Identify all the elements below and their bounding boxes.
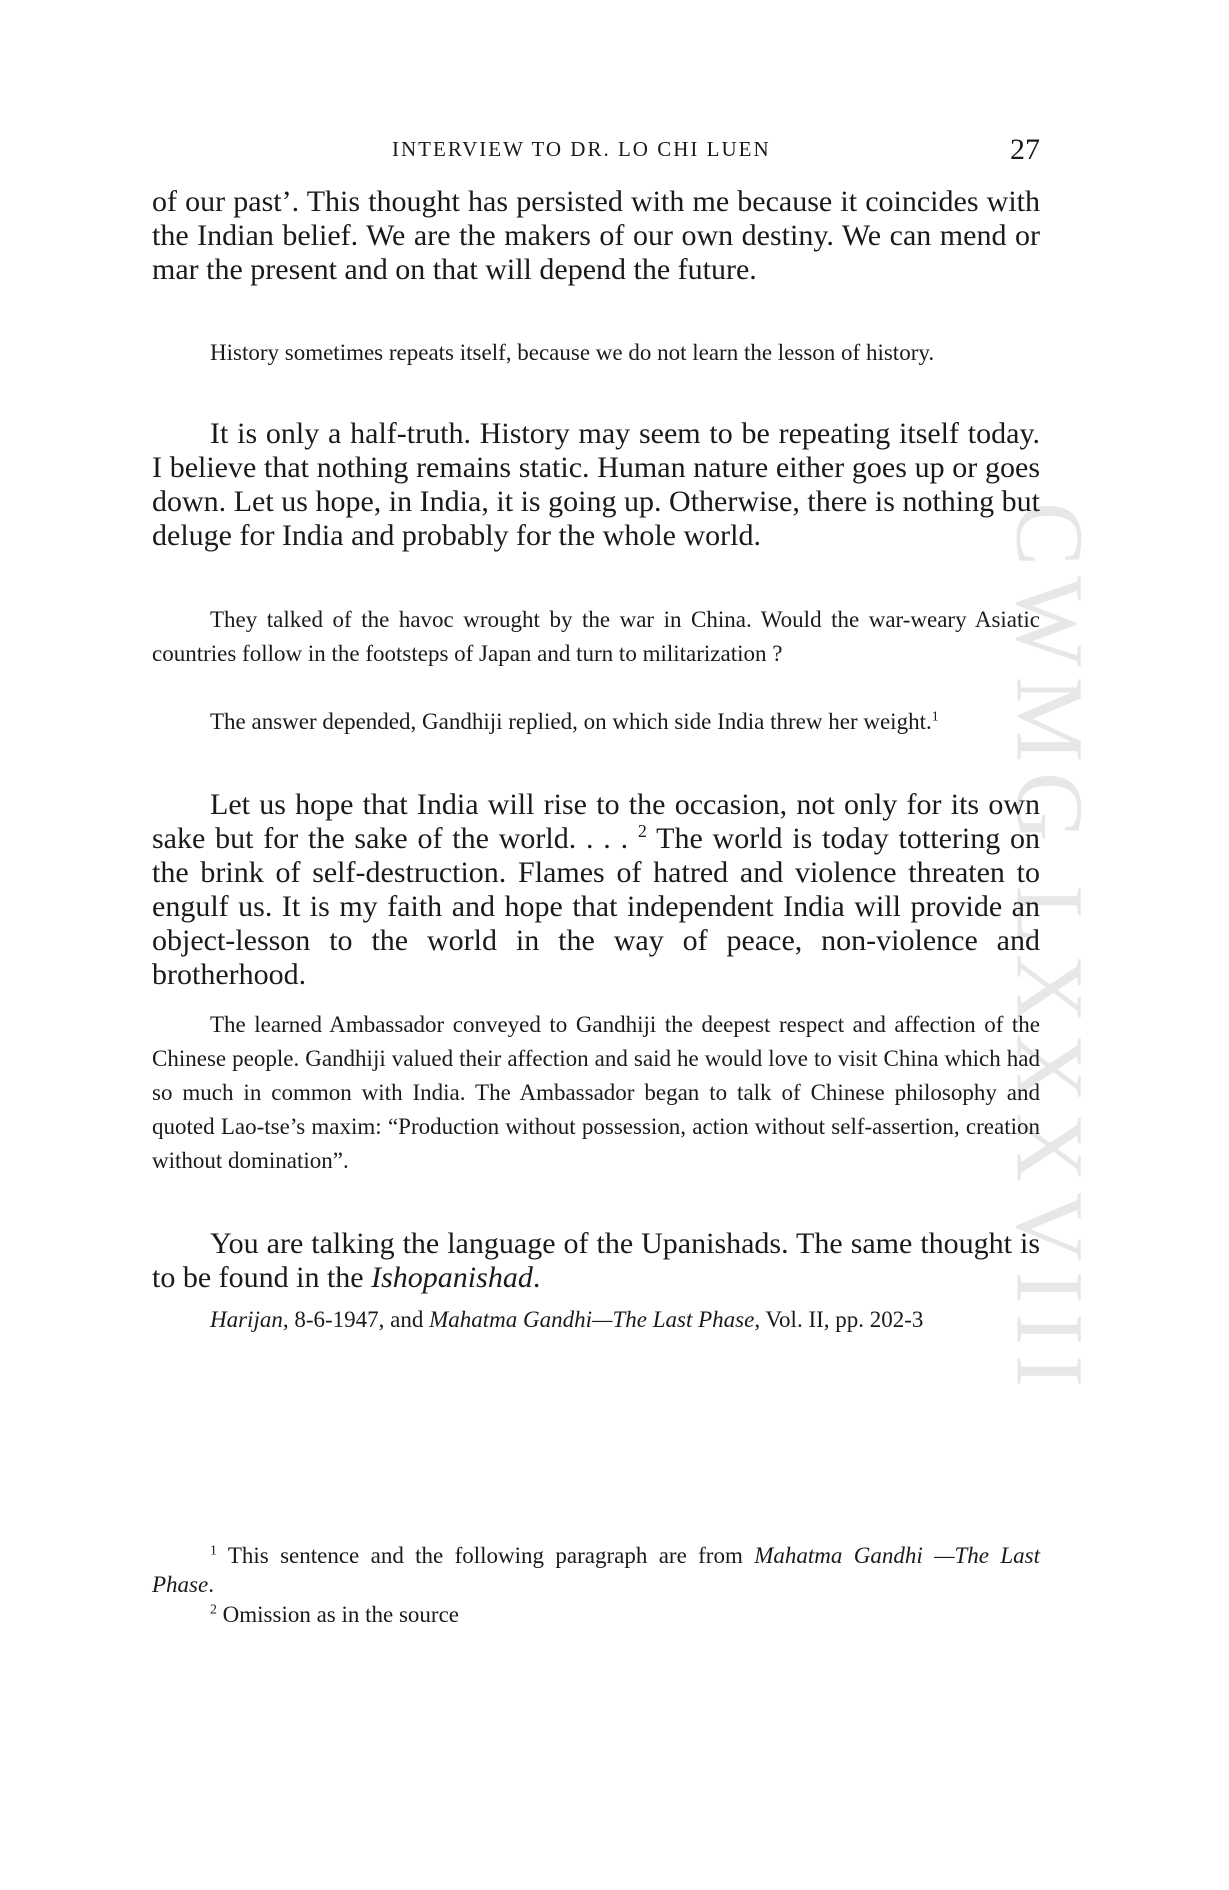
paragraph-7: The learned Ambassador conveyed to Gandhiji the deepest respect and affection of the Chinese people. Gandhiji valued their affection and said he would love to visit China which had so much in common with India. The Ambassador began to talk of Chinese philosophy and quoted Lao-tse’s maxim: “Production without possession, action without self-assertion, creation without domination”. (152, 1012, 1040, 1173)
paragraph-8-italic: Ishopanishad (371, 1261, 533, 1294)
footnote-1-text: This sentence and the following paragraph are from (216, 1543, 755, 1568)
footnote-2-mark: 2 (210, 1601, 217, 1617)
paragraph-3: It is only a half-truth. History may seem to be repeating itself today. I believe that nothing remains static. Human nature either goes up or goes down. Let us hope, in India, it is going up. Otherwise, there is nothing but deluge for India and probably for the whole world. (152, 417, 1040, 552)
paragraph-6 (152, 788, 1040, 992)
paragraph-5-text: The answer depended, Gandhiji replied, on which side India threw her weight. (210, 709, 932, 734)
paragraph-6-text-b: The world is today tottering on the brink of self-destruction. Flames of hatred and violence threaten to engulf us. It is my faith and hope that independent India will provide an object-lesson to the world in the way of peace, non-violence and brotherhood. (152, 822, 1040, 991)
footnote-2 (152, 1600, 1040, 1629)
footnote-2-text: Omission as in the source (216, 1602, 460, 1627)
paragraph-5 (152, 705, 1040, 739)
page-number: 27 (1010, 133, 1040, 166)
watermark: CWMG LXXXVIII (996, 502, 1104, 1398)
paragraph-6-text-a: Let us hope that India will rise to the occasion, not only for its own sake but for the sake of the world. . . . (152, 788, 1040, 855)
footnote-1-end: . (208, 1572, 214, 1597)
footnote-1-mark: 1 (210, 1542, 217, 1558)
footnote-1 (152, 1541, 1040, 1599)
paragraph-8-text-a: You are talking the language of the Upanishads. The same thought is to be found in the (152, 1227, 1040, 1294)
source-text-2: , Vol. II, pp. 202-3 (754, 1307, 924, 1332)
paragraph-1: of our past’. This thought has persisted with me because it coincides with the Indian belief. We are the makers of our own destiny. We can mend or mar the present and on that will depend the future. (152, 185, 1040, 286)
paragraph-2: History sometimes repeats itself, because we do not learn the lesson of history. (210, 340, 935, 365)
paragraph-8-text-b: . (532, 1261, 541, 1294)
source-text-1: , 8-6-1947, and (282, 1307, 430, 1332)
source-citation (152, 1303, 1040, 1337)
footnote-ref-1: 1 (931, 708, 939, 724)
footnote-ref-2: 2 (637, 821, 647, 841)
footnote-1-italic: Mahatma Gandhi —The Last Phase (152, 1543, 1040, 1597)
paragraph-4: They talked of the havoc wrought by the war in China. Would the war-weary Asiatic countries follow in the footsteps of Japan and turn to militarization ? (152, 607, 1040, 666)
source-italic-1: Harijan (210, 1307, 283, 1332)
source-italic-2: Mahatma Gandhi—The Last Phase (429, 1307, 755, 1332)
paragraph-8 (152, 1227, 1040, 1295)
running-head (152, 133, 1040, 173)
running-head-title: INTERVIEW TO DR. LO CHI LUEN (392, 137, 771, 161)
